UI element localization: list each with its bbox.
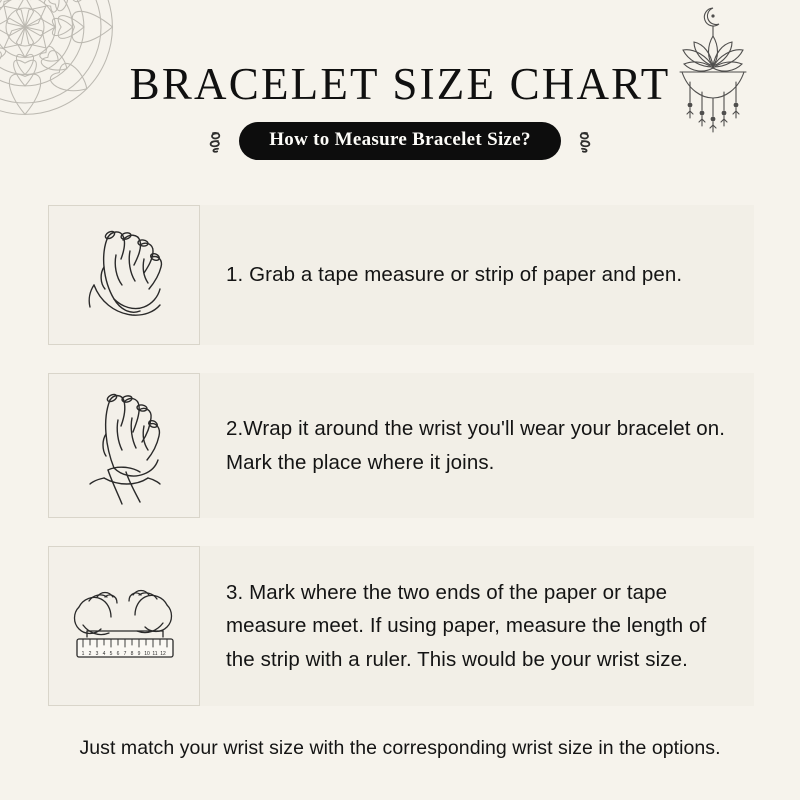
hand-wrapped-tape-illustration [64,384,184,508]
step-1-thumbnail [48,205,200,345]
svg-text:4: 4 [102,651,106,657]
hands-measuring-with-ruler-illustration [59,561,189,691]
svg-text:10: 10 [144,651,150,657]
svg-text:2: 2 [88,651,92,657]
hand-with-tape-measure-illustration [64,215,184,335]
svg-text:5: 5 [109,651,113,657]
svg-text:11: 11 [152,651,158,657]
page-title: BRACELET SIZE CHART [129,59,671,109]
footer-note: Just match your wrist size with the corresponding wrist size in the options. [79,737,721,759]
step-1-text: 1. Grab a tape measure or strip of paper and pen. [226,263,683,287]
step-item [48,205,754,345]
svg-text:1: 1 [81,651,85,657]
swirl-left-icon [199,128,225,154]
swirl-right-icon [575,128,601,154]
step-item [48,373,754,518]
step-3-text: 3. Mark where the two ends of the paper or tape measure meet. If using paper, measure the length of the strip with a ruler. This would be your wrist size. [226,581,707,671]
step-2-text: 2.Wrap it around the wrist you'll wear your bracelet on. Mark the place where it joins. [226,417,726,474]
subtitle-pill: How to Measure Bracelet Size? [239,122,561,160]
svg-text:12: 12 [160,651,166,657]
svg-text:8: 8 [130,651,134,657]
svg-text:7: 7 [123,651,127,657]
svg-text:9: 9 [137,651,141,657]
steps-list [48,205,754,734]
svg-text:3: 3 [95,651,99,657]
step-3-thumbnail [48,546,200,706]
step-item [48,546,754,706]
step-2-thumbnail [48,373,200,518]
subtitle-row [0,122,800,160]
svg-text:6: 6 [116,651,120,657]
